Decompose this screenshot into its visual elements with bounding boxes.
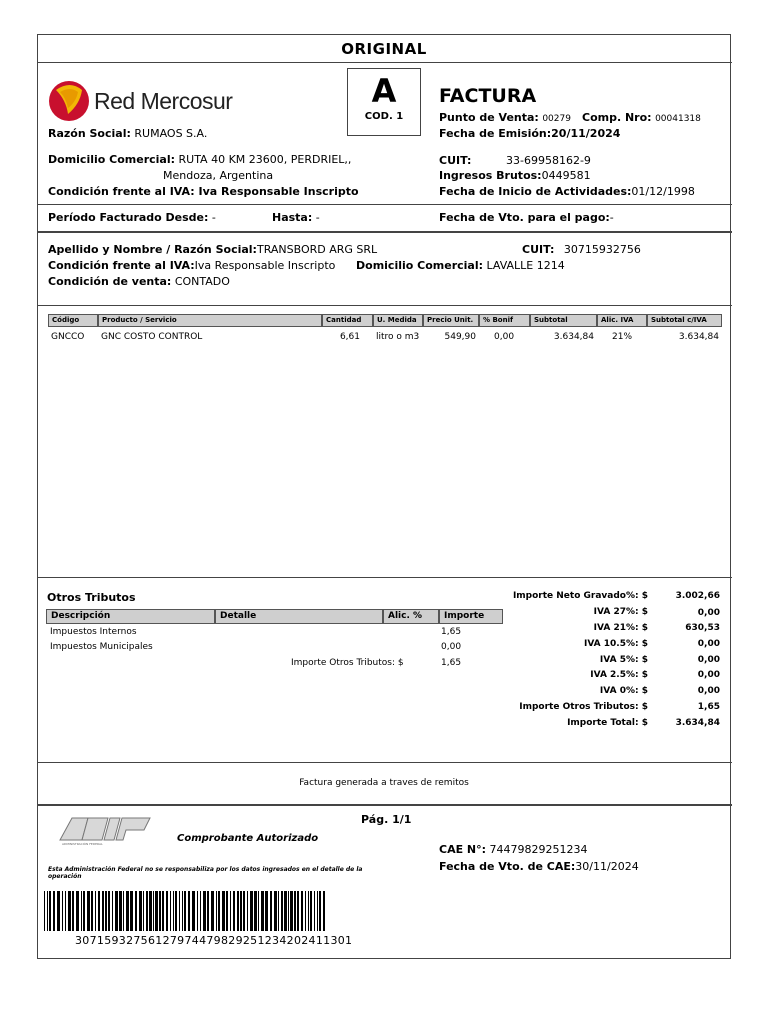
condicion-venta-label: Condición de venta: bbox=[48, 275, 172, 288]
afip-logo-icon bbox=[58, 816, 154, 842]
iibb-label: Ingresos Brutos: bbox=[439, 169, 542, 182]
cae-vto-label: Fecha de Vto. de CAE: bbox=[439, 860, 576, 873]
cell-bonif: 0,00 bbox=[494, 332, 515, 342]
condicion-iva-value: Iva Responsable Inscripto bbox=[198, 185, 359, 198]
total-neto-label: Importe Neto Gravado%: $ bbox=[512, 591, 648, 601]
divider bbox=[37, 204, 732, 205]
divider bbox=[37, 804, 732, 806]
cell-codigo: GNCCO bbox=[51, 332, 85, 342]
afip-logo bbox=[58, 816, 154, 848]
cae-vto bbox=[439, 860, 639, 873]
issuer-cuit bbox=[439, 154, 471, 167]
invoice-code: COD. 1 bbox=[364, 111, 404, 122]
cell-cantidad: 6,61 bbox=[339, 332, 360, 342]
col-header-subtotal-iva: Subtotal c/IVA bbox=[647, 314, 722, 327]
ot-descripcion: Impuestos Municipales bbox=[50, 642, 153, 652]
iva-21-label: IVA 21%: $ bbox=[593, 623, 648, 633]
razon-social bbox=[48, 127, 207, 140]
inicio-actividades bbox=[439, 185, 695, 198]
client-domicilio-value: LAVALLE 1214 bbox=[486, 259, 565, 272]
col-header-subtotal: Subtotal bbox=[530, 314, 597, 327]
barcode-number: 30715932756127974479829251234202411301 bbox=[75, 934, 353, 947]
client-iva bbox=[48, 259, 335, 272]
col-header-codigo: Código bbox=[48, 314, 98, 327]
col-header-producto: Producto / Servicio bbox=[98, 314, 322, 327]
divider bbox=[37, 231, 732, 233]
doc-type: FACTURA bbox=[439, 85, 537, 107]
logo-mark-icon bbox=[48, 78, 92, 122]
issuer-cuit-value: 33-69958162-9 bbox=[506, 154, 591, 167]
periodo-hasta bbox=[272, 211, 320, 224]
invoice-letter: A bbox=[371, 72, 397, 110]
logo-text: Red Mercosur bbox=[94, 88, 233, 114]
cae-number bbox=[439, 843, 588, 856]
domicilio-line1: RUTA 40 KM 23600, PERDRIEL,, bbox=[178, 153, 352, 166]
cell-producto: GNC COSTO CONTROL bbox=[101, 332, 203, 342]
client-domicilio-label: Domicilio Comercial: bbox=[356, 259, 483, 272]
afip-disclaimer: Esta Administración Federal no se responsabiliza por los datos ingresados en el detalle de la operación bbox=[48, 866, 363, 880]
cell-alic-iva: 21% bbox=[612, 332, 633, 342]
condicion-iva-label: Condición frente al IVA: bbox=[48, 185, 195, 198]
cell-precio: 549,90 bbox=[444, 332, 476, 342]
periodo-hasta-label: Hasta: bbox=[272, 211, 313, 224]
ot-total-label: Importe Otros Tributos: $ bbox=[291, 658, 404, 668]
divider bbox=[37, 762, 732, 763]
cell-subtotal: 3.634,84 bbox=[553, 332, 594, 342]
divider bbox=[37, 305, 732, 306]
ot-total-value: 1,65 bbox=[441, 658, 462, 668]
afip-subtitle: ADMINISTRACIÓN FEDERAL bbox=[62, 842, 103, 846]
cae-value: 74479829251234 bbox=[489, 843, 588, 856]
domicilio-comercial bbox=[48, 153, 351, 166]
cae-vto-value: 30/11/2024 bbox=[575, 860, 639, 873]
iva-5-label: IVA 5%: $ bbox=[599, 655, 648, 665]
iva-25-value: 0,00 bbox=[697, 670, 720, 680]
cell-subtotal-iva: 3.634,84 bbox=[678, 332, 719, 342]
otros-tributos-total-label: Importe Otros Tributos: $ bbox=[519, 702, 648, 712]
condicion-venta-value: CONTADO bbox=[174, 275, 230, 288]
punto-venta-label: Punto de Venta: bbox=[439, 111, 539, 124]
col-header-alic-iva: Alic. IVA bbox=[597, 314, 647, 327]
remitos-note: Factura generada a traves de remitos bbox=[299, 778, 469, 788]
condicion-iva bbox=[48, 185, 359, 198]
divider bbox=[37, 62, 732, 63]
copy-label: ORIGINAL bbox=[341, 40, 427, 58]
col-header-bonif: % Bonif bbox=[479, 314, 530, 327]
importe-total-value: 3.634,84 bbox=[675, 718, 720, 728]
client-cuit-label: CUIT: bbox=[522, 243, 555, 256]
col-header-precio: Precio Unit. bbox=[423, 314, 479, 327]
client-name-value: TRANSBORD ARG SRL bbox=[256, 243, 378, 256]
iva-0-label: IVA 0%: $ bbox=[599, 686, 648, 696]
letter-box bbox=[347, 68, 421, 136]
ot-header-detalle: Detalle bbox=[215, 609, 383, 624]
razon-social-value: RUMAOS S.A. bbox=[134, 127, 208, 140]
punto-venta bbox=[439, 111, 571, 124]
iva-27-label: IVA 27%: $ bbox=[593, 607, 648, 617]
domicilio-label: Domicilio Comercial: bbox=[48, 153, 175, 166]
iva-21-value: 630,53 bbox=[685, 623, 720, 633]
iva-105-label: IVA 10.5%: $ bbox=[583, 639, 648, 649]
fecha-emision-label: Fecha de Emisión: bbox=[439, 127, 552, 140]
periodo-hasta-value: - bbox=[315, 211, 320, 224]
razon-social-label: Razón Social: bbox=[48, 127, 131, 140]
comprobante-autorizado: Comprobante Autorizado bbox=[177, 833, 319, 844]
total-neto-value: 3.002,66 bbox=[675, 591, 720, 601]
cell-medida: litro o m3 bbox=[376, 332, 420, 342]
iva-5-value: 0,00 bbox=[697, 655, 720, 665]
client-cuit bbox=[522, 243, 641, 256]
divider bbox=[37, 577, 732, 578]
client-name bbox=[48, 243, 377, 256]
client-cuit-value: 30715932756 bbox=[563, 243, 641, 256]
periodo-desde-label: Período Facturado Desde: bbox=[48, 211, 209, 224]
ot-header-importe: Importe bbox=[439, 609, 503, 624]
client-iva-value: Iva Responsable Inscripto bbox=[194, 259, 336, 272]
ot-header-alic: Alic. % bbox=[383, 609, 439, 624]
client-iva-label: Condición frente al IVA: bbox=[48, 259, 195, 272]
ot-importe: 0,00 bbox=[441, 642, 462, 652]
iva-27-value: 0,00 bbox=[697, 608, 720, 618]
periodo-desde-value: - bbox=[211, 211, 216, 224]
barcode-icon bbox=[44, 891, 328, 931]
otros-tributos-total-value: 1,65 bbox=[697, 702, 720, 712]
ot-descripcion: Impuestos Internos bbox=[50, 627, 137, 637]
fecha-vto-label: Fecha de Vto. para el pago: bbox=[439, 211, 610, 224]
page-number: Pág. 1/1 bbox=[361, 813, 412, 826]
client-domicilio bbox=[356, 259, 565, 272]
issuer-cuit-label: CUIT: bbox=[439, 154, 472, 167]
iva-105-value: 0,00 bbox=[697, 639, 720, 649]
iva-25-label: IVA 2.5%: $ bbox=[590, 670, 648, 680]
punto-venta-value: 00279 bbox=[542, 114, 571, 124]
col-header-cantidad: Cantidad bbox=[322, 314, 373, 327]
fecha-emision-value: 20/11/2024 bbox=[551, 127, 621, 140]
ot-header-descripcion: Descripción bbox=[46, 609, 215, 624]
inicio-value: 01/12/1998 bbox=[631, 185, 695, 198]
client-name-label: Apellido y Nombre / Razón Social: bbox=[48, 243, 257, 256]
iibb-value: 0449581 bbox=[541, 169, 591, 182]
importe-total-label: Importe Total: $ bbox=[567, 718, 648, 728]
comp-nro bbox=[582, 111, 701, 124]
fecha-emision bbox=[439, 127, 620, 140]
iva-0-value: 0,00 bbox=[697, 686, 720, 696]
col-header-medida: U. Medida bbox=[373, 314, 423, 327]
barcode bbox=[44, 891, 328, 931]
domicilio-line2: Mendoza, Argentina bbox=[163, 169, 274, 182]
ot-importe: 1,65 bbox=[441, 627, 462, 637]
cae-label: CAE N°: bbox=[439, 843, 487, 856]
fecha-vto-value: - bbox=[609, 211, 614, 224]
red-mercosur-logo bbox=[48, 78, 248, 122]
otros-tributos-title: Otros Tributos bbox=[47, 591, 136, 604]
ingresos-brutos bbox=[439, 169, 591, 182]
condicion-venta bbox=[48, 275, 230, 288]
inicio-label: Fecha de Inicio de Actividades: bbox=[439, 185, 632, 198]
comp-nro-value: 00041318 bbox=[655, 114, 701, 124]
periodo-desde bbox=[48, 211, 216, 224]
comp-nro-label: Comp. Nro: bbox=[582, 111, 652, 124]
fecha-vto-pago bbox=[439, 211, 614, 224]
